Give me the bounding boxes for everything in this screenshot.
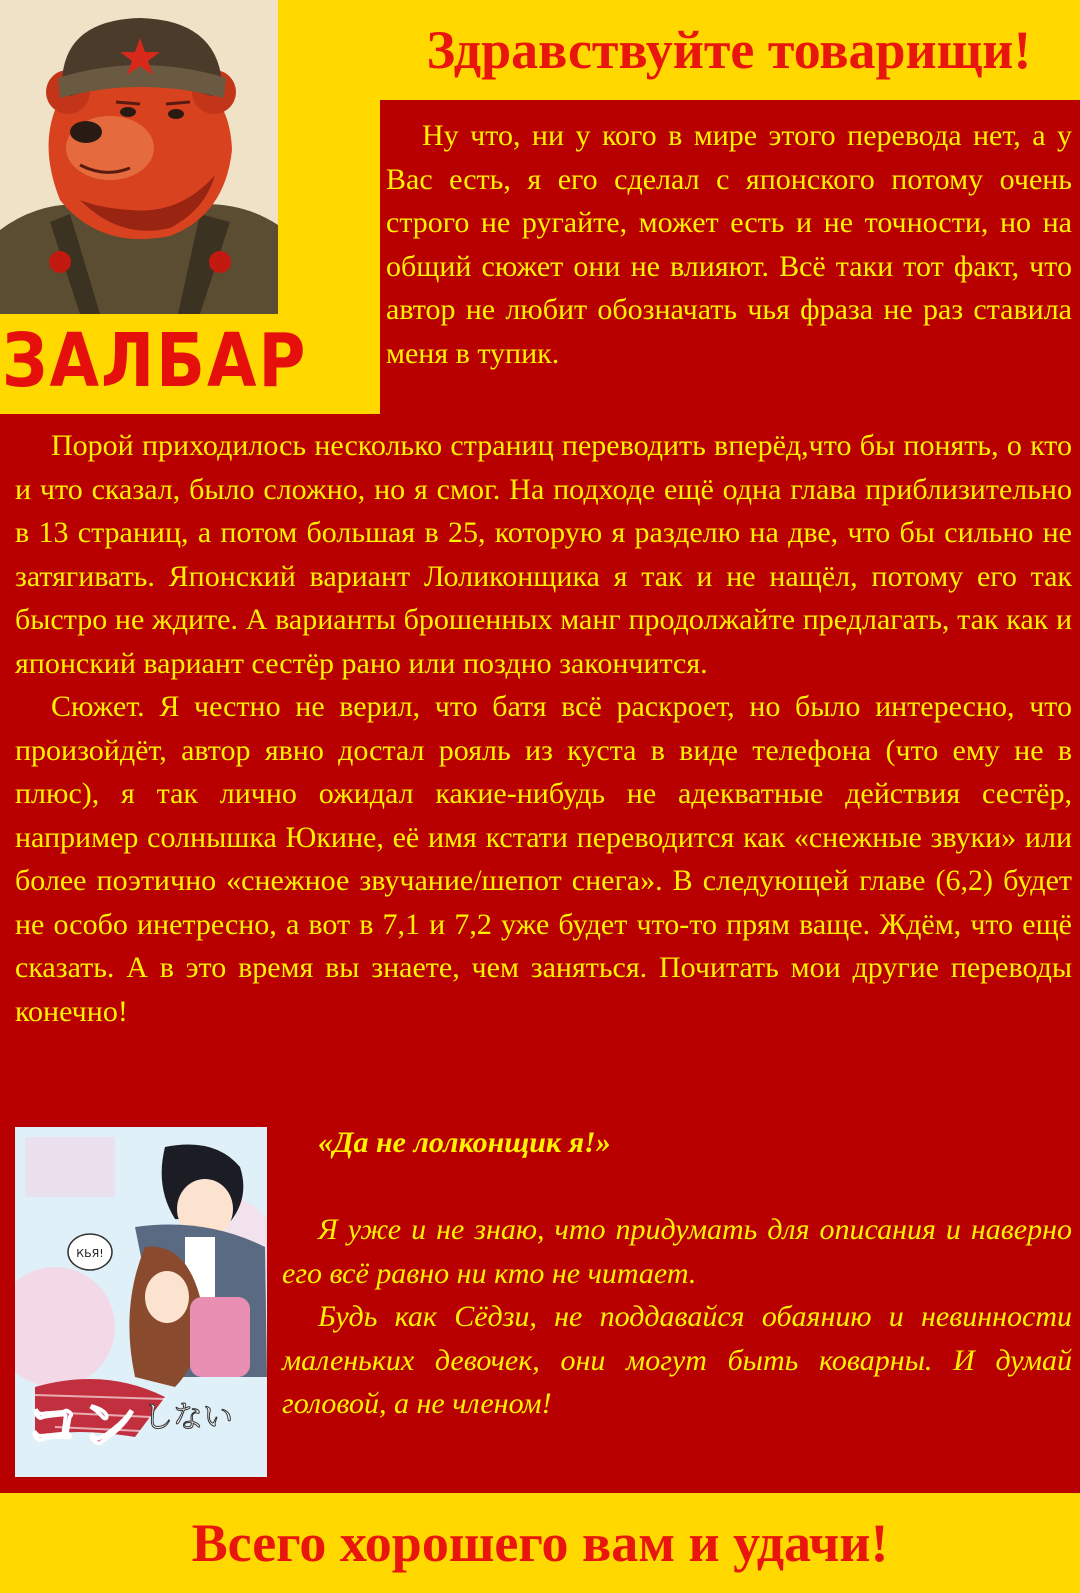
cover-logo-text-2: しない <box>143 1400 233 1435</box>
main-text-block <box>15 424 1072 1033</box>
manga-cover-svg <box>15 1127 267 1477</box>
bear-illustration-svg <box>0 0 278 314</box>
page-title: Здравствуйте товарищи! <box>426 20 1032 80</box>
bear-illustration <box>0 0 278 314</box>
footer-title: Всего хорошего вам и удачи! <box>191 1513 889 1573</box>
intro-paragraph: Ну что, ни у кого в мире этого перевода нет, а у Вас есть, я его сделал с японского потому очень строго не ругайте, может есть и не точности, но на общий сюжет они не влияют. Всё таки тот факт, что автор не любит обозначать чья фраза не раз ставила меня в тупик. <box>386 119 1072 370</box>
promo-spacer <box>282 1165 1072 1209</box>
promo-line-2: Будь как Сёдзи, не поддавайся обаянию и невинности маленьких девочек, они могут быть коварны. И думай головой, а не членом! <box>282 1300 1072 1420</box>
promo-line-1: Я уже и не знаю, что придумать для описания и наверно его всё равно ни кто не читает. <box>282 1213 1072 1290</box>
intro-text-block <box>386 114 1072 375</box>
main-paragraph-2: Сюжет. Я честно не верил, что батя всё раскроет, но было интересно, что произойдёт, автор явно достал рояль из куста в виде телефона (что ему не в плюс), я так лично ожидал какие-нибудь не адекватные действия сестёр, например солнышка Юкине, её имя кстати переводится как «снежные звуки» или более поэтично «снежное звучание/шепот снега». В следующей главе (6,2) будет не особо инетресно, а вот в 7,1 и 7,2 уже будет что-то прям ваще. Ждём, что ещё сказать. А в это время вы знаете, чем заняться. Почитать мои другие переводы конечно! <box>15 690 1072 1028</box>
manga-cover-image <box>15 1127 267 1477</box>
promo-text-block <box>282 1121 1072 1426</box>
cover-speech-text: КЬЯ! <box>76 1247 104 1260</box>
main-paragraph-1: Порой приходилось несколько страниц переводить вперёд,что бы понять, о кто и что сказал, было сложно, но я смог. На подходе ещё одна глава приблизительно в 13 страниц, а потом большая в 25, которую я разделю на две, что бы сильно не затягивать. Японский вариант Лоликонщика я так и не нащёл, потому его так быстро не ждите. А варианты брошенных манг продолжайте предлагать, так как и японский вариант сестёр рано или поздно закончится. <box>15 429 1072 680</box>
promo-title: «Да не лолконщик я!» <box>318 1126 611 1159</box>
site-logo: ЗАЛБАР <box>2 319 308 405</box>
cover-logo-text: コン <box>25 1394 137 1459</box>
